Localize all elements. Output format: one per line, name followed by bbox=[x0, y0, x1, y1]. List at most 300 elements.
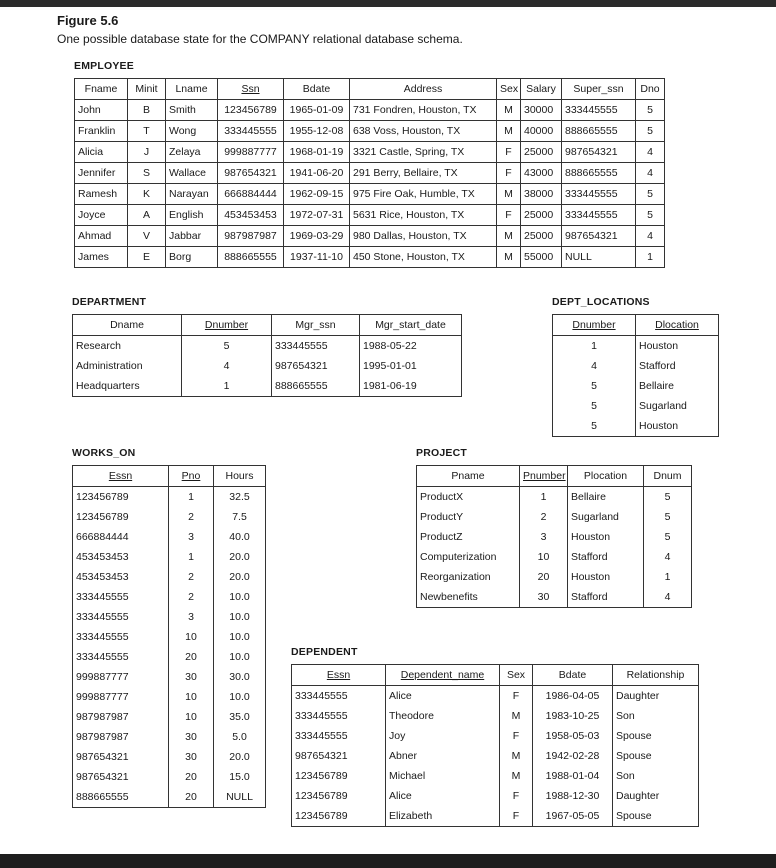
table-row bbox=[73, 376, 462, 397]
table-cell: 30 bbox=[520, 587, 568, 608]
table-row bbox=[73, 527, 266, 547]
table-cell: Theodore bbox=[386, 706, 500, 726]
column-header: Address bbox=[350, 79, 497, 100]
table-cell: 1988-12-30 bbox=[533, 786, 613, 806]
table-cell: Houston bbox=[636, 416, 719, 437]
table-row bbox=[73, 667, 266, 687]
table-cell: 10 bbox=[169, 627, 214, 647]
table-cell: Borg bbox=[166, 247, 218, 268]
table-row bbox=[417, 487, 692, 508]
column-header: Sex bbox=[500, 665, 533, 686]
table-cell: 1 bbox=[644, 567, 692, 587]
table-cell: Newbenefits bbox=[417, 587, 520, 608]
table-cell: Daughter bbox=[613, 686, 699, 707]
table-row bbox=[73, 647, 266, 667]
table-cell: 1 bbox=[636, 247, 665, 268]
table-row bbox=[417, 507, 692, 527]
table-cell: Spouse bbox=[613, 746, 699, 766]
table-cell: 888665555 bbox=[562, 121, 636, 142]
table-cell: F bbox=[500, 786, 533, 806]
table-cell: F bbox=[500, 686, 533, 707]
table-cell: 980 Dallas, Houston, TX bbox=[350, 226, 497, 247]
table-row bbox=[75, 121, 665, 142]
table-cell: M bbox=[497, 247, 521, 268]
table-cell: Reorganization bbox=[417, 567, 520, 587]
table-cell: 2 bbox=[169, 567, 214, 587]
table-cell: Bellaire bbox=[636, 376, 719, 396]
table-cell: 10 bbox=[169, 687, 214, 707]
table-cell: Bellaire bbox=[568, 487, 644, 508]
table-cell: 1 bbox=[169, 547, 214, 567]
department-table bbox=[72, 314, 462, 397]
table-row bbox=[73, 507, 266, 527]
table-cell: English bbox=[166, 205, 218, 226]
table-cell: 40000 bbox=[521, 121, 562, 142]
table-row bbox=[292, 766, 699, 786]
project-table bbox=[416, 465, 692, 608]
project-table-name: PROJECT bbox=[416, 447, 467, 459]
table-cell: Joyce bbox=[75, 205, 128, 226]
table-cell: Ramesh bbox=[75, 184, 128, 205]
table-cell: 987654321 bbox=[272, 356, 360, 376]
table-cell: 20 bbox=[169, 647, 214, 667]
table-cell: 30000 bbox=[521, 100, 562, 121]
column-header: Hours bbox=[214, 466, 266, 487]
table-cell: 10.0 bbox=[214, 687, 266, 707]
table-cell: 5 bbox=[553, 416, 636, 437]
table-cell: 10.0 bbox=[214, 647, 266, 667]
table-cell: 987987987 bbox=[218, 226, 284, 247]
table-cell: Sugarland bbox=[636, 396, 719, 416]
table-cell: 5 bbox=[644, 487, 692, 508]
table-cell: 888665555 bbox=[272, 376, 360, 397]
table-row bbox=[292, 706, 699, 726]
table-cell: 1986-04-05 bbox=[533, 686, 613, 707]
table-row bbox=[73, 627, 266, 647]
table-cell: 666884444 bbox=[73, 527, 169, 547]
table-cell: ProductY bbox=[417, 507, 520, 527]
table-cell: 20 bbox=[169, 767, 214, 787]
table-row bbox=[292, 726, 699, 746]
table-cell: 333445555 bbox=[272, 336, 360, 357]
table-cell: 5 bbox=[182, 336, 272, 357]
dept-locations-header-row bbox=[553, 315, 719, 336]
table-cell: 453453453 bbox=[218, 205, 284, 226]
table-row bbox=[292, 746, 699, 766]
table-cell: 4 bbox=[636, 142, 665, 163]
table-cell: Houston bbox=[568, 567, 644, 587]
employee-table-name: EMPLOYEE bbox=[74, 60, 134, 72]
table-cell: 20.0 bbox=[214, 567, 266, 587]
dependent-header-row bbox=[292, 665, 699, 686]
table-cell: NULL bbox=[562, 247, 636, 268]
table-cell: Jennifer bbox=[75, 163, 128, 184]
table-cell: 1967-05-05 bbox=[533, 806, 613, 827]
table-cell: Spouse bbox=[613, 726, 699, 746]
table-cell: 5 bbox=[636, 100, 665, 121]
table-cell: 987654321 bbox=[562, 142, 636, 163]
table-cell: Jabbar bbox=[166, 226, 218, 247]
employee-table bbox=[74, 78, 665, 268]
table-row bbox=[75, 142, 665, 163]
table-cell: 1988-01-04 bbox=[533, 766, 613, 786]
table-cell: 333445555 bbox=[292, 706, 386, 726]
table-cell: 30 bbox=[169, 727, 214, 747]
dependent-table bbox=[291, 664, 699, 827]
table-cell: 5 bbox=[553, 396, 636, 416]
table-cell: 638 Voss, Houston, TX bbox=[350, 121, 497, 142]
table-cell: 333445555 bbox=[73, 607, 169, 627]
table-cell: 453453453 bbox=[73, 567, 169, 587]
table-cell: 1955-12-08 bbox=[284, 121, 350, 142]
table-cell: Research bbox=[73, 336, 182, 357]
table-cell: 1995-01-01 bbox=[360, 356, 462, 376]
figure-caption: One possible database state for the COMPANY relational database schema. bbox=[57, 32, 463, 46]
table-cell: Houston bbox=[636, 336, 719, 357]
table-cell: 999887777 bbox=[218, 142, 284, 163]
table-cell: F bbox=[497, 205, 521, 226]
table-cell: 987654321 bbox=[218, 163, 284, 184]
table-cell: 999887777 bbox=[73, 667, 169, 687]
table-cell: 975 Fire Oak, Humble, TX bbox=[350, 184, 497, 205]
table-row bbox=[73, 707, 266, 727]
table-cell: 123456789 bbox=[73, 487, 169, 508]
table-cell: 4 bbox=[553, 356, 636, 376]
dependent-table-name: DEPENDENT bbox=[291, 646, 358, 658]
table-row bbox=[292, 686, 699, 707]
table-cell: 4 bbox=[644, 587, 692, 608]
table-row bbox=[73, 787, 266, 808]
table-cell: 999887777 bbox=[73, 687, 169, 707]
column-header: Bdate bbox=[284, 79, 350, 100]
table-cell: 1941-06-20 bbox=[284, 163, 350, 184]
table-row bbox=[75, 163, 665, 184]
table-cell: 7.5 bbox=[214, 507, 266, 527]
table-cell: 2 bbox=[169, 587, 214, 607]
column-header: Essn bbox=[73, 466, 169, 487]
table-cell: 25000 bbox=[521, 226, 562, 247]
table-cell: Alice bbox=[386, 686, 500, 707]
table-cell: Elizabeth bbox=[386, 806, 500, 827]
table-row bbox=[73, 687, 266, 707]
table-cell: M bbox=[497, 184, 521, 205]
table-cell: 987654321 bbox=[562, 226, 636, 247]
table-cell: ProductX bbox=[417, 487, 520, 508]
table-cell: B bbox=[128, 100, 166, 121]
table-cell: NULL bbox=[214, 787, 266, 808]
table-cell: 10 bbox=[169, 707, 214, 727]
table-cell: 333445555 bbox=[562, 100, 636, 121]
column-header: Fname bbox=[75, 79, 128, 100]
table-cell: Wong bbox=[166, 121, 218, 142]
table-cell: 1942-02-28 bbox=[533, 746, 613, 766]
table-cell: Joy bbox=[386, 726, 500, 746]
table-cell: 333445555 bbox=[292, 686, 386, 707]
table-cell: 30 bbox=[169, 667, 214, 687]
column-header: Dno bbox=[636, 79, 665, 100]
column-header: Relationship bbox=[613, 665, 699, 686]
column-header: Dependent_name bbox=[386, 665, 500, 686]
table-cell: 5.0 bbox=[214, 727, 266, 747]
table-cell: ProductZ bbox=[417, 527, 520, 547]
column-header: Sex bbox=[497, 79, 521, 100]
table-cell: Spouse bbox=[613, 806, 699, 827]
table-cell: 888665555 bbox=[562, 163, 636, 184]
table-row bbox=[75, 205, 665, 226]
table-cell: M bbox=[497, 226, 521, 247]
table-cell: 123456789 bbox=[292, 786, 386, 806]
figure-title: Figure 5.6 bbox=[57, 13, 119, 28]
table-row bbox=[553, 416, 719, 437]
table-cell: J bbox=[128, 142, 166, 163]
column-header: Salary bbox=[521, 79, 562, 100]
table-cell: 1969-03-29 bbox=[284, 226, 350, 247]
table-cell: K bbox=[128, 184, 166, 205]
table-cell: 987654321 bbox=[73, 767, 169, 787]
table-cell: 666884444 bbox=[218, 184, 284, 205]
table-cell: 30 bbox=[169, 747, 214, 767]
table-cell: M bbox=[500, 706, 533, 726]
table-row bbox=[73, 336, 462, 357]
dept-locations-table bbox=[552, 314, 719, 437]
table-row bbox=[73, 767, 266, 787]
table-cell: 5 bbox=[644, 507, 692, 527]
table-cell: Ahmad bbox=[75, 226, 128, 247]
table-cell: 450 Stone, Houston, TX bbox=[350, 247, 497, 268]
table-cell: F bbox=[497, 142, 521, 163]
table-cell: 453453453 bbox=[73, 547, 169, 567]
column-header: Dnum bbox=[644, 466, 692, 487]
works-on-header-row bbox=[73, 466, 266, 487]
table-cell: Zelaya bbox=[166, 142, 218, 163]
table-cell: 32.5 bbox=[214, 487, 266, 508]
table-cell: 1965-01-09 bbox=[284, 100, 350, 121]
table-cell: 333445555 bbox=[73, 647, 169, 667]
column-header: Essn bbox=[292, 665, 386, 686]
table-cell: Daughter bbox=[613, 786, 699, 806]
column-header: Minit bbox=[128, 79, 166, 100]
table-cell: 1988-05-22 bbox=[360, 336, 462, 357]
table-cell: V bbox=[128, 226, 166, 247]
table-cell: 5 bbox=[636, 184, 665, 205]
table-cell: 333445555 bbox=[218, 121, 284, 142]
table-cell: Michael bbox=[386, 766, 500, 786]
table-cell: 1972-07-31 bbox=[284, 205, 350, 226]
table-cell: 40.0 bbox=[214, 527, 266, 547]
table-cell: Sugarland bbox=[568, 507, 644, 527]
table-cell: 987987987 bbox=[73, 707, 169, 727]
table-cell: 3 bbox=[169, 607, 214, 627]
dept-locations-table-name: DEPT_LOCATIONS bbox=[552, 296, 650, 308]
table-cell: 20.0 bbox=[214, 547, 266, 567]
top-bar bbox=[0, 0, 776, 7]
table-cell: 333445555 bbox=[73, 627, 169, 647]
table-cell: 5631 Rice, Houston, TX bbox=[350, 205, 497, 226]
table-cell: 987654321 bbox=[292, 746, 386, 766]
table-row bbox=[75, 247, 665, 268]
table-cell: 1962-09-15 bbox=[284, 184, 350, 205]
table-row bbox=[553, 356, 719, 376]
table-row bbox=[75, 184, 665, 205]
table-cell: 3 bbox=[520, 527, 568, 547]
table-cell: Smith bbox=[166, 100, 218, 121]
table-cell: 10.0 bbox=[214, 627, 266, 647]
table-cell: 1983-10-25 bbox=[533, 706, 613, 726]
column-header: Plocation bbox=[568, 466, 644, 487]
table-cell: 3 bbox=[169, 527, 214, 547]
table-cell: James bbox=[75, 247, 128, 268]
table-cell: John bbox=[75, 100, 128, 121]
table-cell: 5 bbox=[644, 527, 692, 547]
table-cell: 43000 bbox=[521, 163, 562, 184]
table-row bbox=[553, 336, 719, 357]
table-row bbox=[73, 607, 266, 627]
table-cell: 10.0 bbox=[214, 587, 266, 607]
table-cell: 333445555 bbox=[292, 726, 386, 746]
column-header: Dnumber bbox=[182, 315, 272, 336]
table-cell: Son bbox=[613, 706, 699, 726]
table-cell: A bbox=[128, 205, 166, 226]
table-cell: Abner bbox=[386, 746, 500, 766]
column-header: Bdate bbox=[533, 665, 613, 686]
table-cell: 20.0 bbox=[214, 747, 266, 767]
column-header: Pname bbox=[417, 466, 520, 487]
project-header-row bbox=[417, 466, 692, 487]
employee-header-row bbox=[75, 79, 665, 100]
table-row bbox=[73, 587, 266, 607]
table-cell: 5 bbox=[553, 376, 636, 396]
table-cell: F bbox=[500, 806, 533, 827]
table-cell: T bbox=[128, 121, 166, 142]
table-row bbox=[75, 100, 665, 121]
column-header: Pnumber bbox=[520, 466, 568, 487]
table-cell: 25000 bbox=[521, 205, 562, 226]
table-cell: 291 Berry, Bellaire, TX bbox=[350, 163, 497, 184]
table-cell: 987987987 bbox=[73, 727, 169, 747]
table-row bbox=[73, 547, 266, 567]
table-cell: 2 bbox=[169, 507, 214, 527]
table-cell: Wallace bbox=[166, 163, 218, 184]
column-header: Dname bbox=[73, 315, 182, 336]
works-on-table-name: WORKS_ON bbox=[72, 447, 136, 459]
table-cell: 123456789 bbox=[292, 806, 386, 827]
table-row bbox=[417, 547, 692, 567]
table-cell: 123456789 bbox=[73, 507, 169, 527]
table-cell: Stafford bbox=[636, 356, 719, 376]
table-cell: 123456789 bbox=[218, 100, 284, 121]
table-cell: 1968-01-19 bbox=[284, 142, 350, 163]
table-row bbox=[417, 587, 692, 608]
table-row bbox=[417, 527, 692, 547]
table-cell: 1 bbox=[169, 487, 214, 508]
column-header: Dlocation bbox=[636, 315, 719, 336]
bottom-bar bbox=[0, 854, 776, 868]
table-cell: 333445555 bbox=[562, 184, 636, 205]
table-cell: 4 bbox=[182, 356, 272, 376]
table-cell: 987654321 bbox=[73, 747, 169, 767]
table-cell: 4 bbox=[636, 163, 665, 184]
table-cell: M bbox=[497, 121, 521, 142]
table-cell: Houston bbox=[568, 527, 644, 547]
table-cell: 35.0 bbox=[214, 707, 266, 727]
works-on-table bbox=[72, 465, 266, 808]
table-cell: 333445555 bbox=[562, 205, 636, 226]
table-cell: 731 Fondren, Houston, TX bbox=[350, 100, 497, 121]
table-cell: 4 bbox=[644, 547, 692, 567]
table-row bbox=[73, 487, 266, 508]
table-cell: 10.0 bbox=[214, 607, 266, 627]
table-cell: 1 bbox=[182, 376, 272, 397]
table-cell: 1958-05-03 bbox=[533, 726, 613, 746]
column-header: Pno bbox=[169, 466, 214, 487]
table-cell: Administration bbox=[73, 356, 182, 376]
table-row bbox=[73, 356, 462, 376]
table-cell: 4 bbox=[636, 226, 665, 247]
table-row bbox=[553, 376, 719, 396]
table-cell: 25000 bbox=[521, 142, 562, 163]
table-cell: E bbox=[128, 247, 166, 268]
table-cell: 20 bbox=[520, 567, 568, 587]
table-row bbox=[73, 727, 266, 747]
table-cell: 2 bbox=[520, 507, 568, 527]
table-cell: F bbox=[497, 163, 521, 184]
table-cell: Computerization bbox=[417, 547, 520, 567]
table-row bbox=[73, 747, 266, 767]
table-row bbox=[75, 226, 665, 247]
table-cell: 55000 bbox=[521, 247, 562, 268]
table-cell: 333445555 bbox=[73, 587, 169, 607]
table-cell: 1981-06-19 bbox=[360, 376, 462, 397]
table-cell: 15.0 bbox=[214, 767, 266, 787]
table-cell: 30.0 bbox=[214, 667, 266, 687]
column-header: Lname bbox=[166, 79, 218, 100]
table-cell: Son bbox=[613, 766, 699, 786]
table-cell: 10 bbox=[520, 547, 568, 567]
table-cell: 5 bbox=[636, 121, 665, 142]
table-cell: Headquarters bbox=[73, 376, 182, 397]
department-table-name: DEPARTMENT bbox=[72, 296, 147, 308]
table-cell: Alicia bbox=[75, 142, 128, 163]
table-cell: 5 bbox=[636, 205, 665, 226]
table-cell: 20 bbox=[169, 787, 214, 808]
column-header: Dnumber bbox=[553, 315, 636, 336]
table-cell: Stafford bbox=[568, 547, 644, 567]
column-header: Mgr_ssn bbox=[272, 315, 360, 336]
column-header: Mgr_start_date bbox=[360, 315, 462, 336]
table-cell: 1 bbox=[553, 336, 636, 357]
table-cell: M bbox=[500, 746, 533, 766]
table-cell: 888665555 bbox=[218, 247, 284, 268]
table-row bbox=[292, 786, 699, 806]
column-header: Ssn bbox=[218, 79, 284, 100]
table-row bbox=[292, 806, 699, 827]
table-cell: 1 bbox=[520, 487, 568, 508]
table-cell: Franklin bbox=[75, 121, 128, 142]
table-cell: 38000 bbox=[521, 184, 562, 205]
table-cell: Alice bbox=[386, 786, 500, 806]
table-cell: 123456789 bbox=[292, 766, 386, 786]
table-cell: Narayan bbox=[166, 184, 218, 205]
table-cell: 3321 Castle, Spring, TX bbox=[350, 142, 497, 163]
table-cell: Stafford bbox=[568, 587, 644, 608]
table-cell: M bbox=[497, 100, 521, 121]
table-cell: 1937-11-10 bbox=[284, 247, 350, 268]
table-cell: F bbox=[500, 726, 533, 746]
table-cell: 888665555 bbox=[73, 787, 169, 808]
column-header: Super_ssn bbox=[562, 79, 636, 100]
department-header-row bbox=[73, 315, 462, 336]
table-row bbox=[417, 567, 692, 587]
